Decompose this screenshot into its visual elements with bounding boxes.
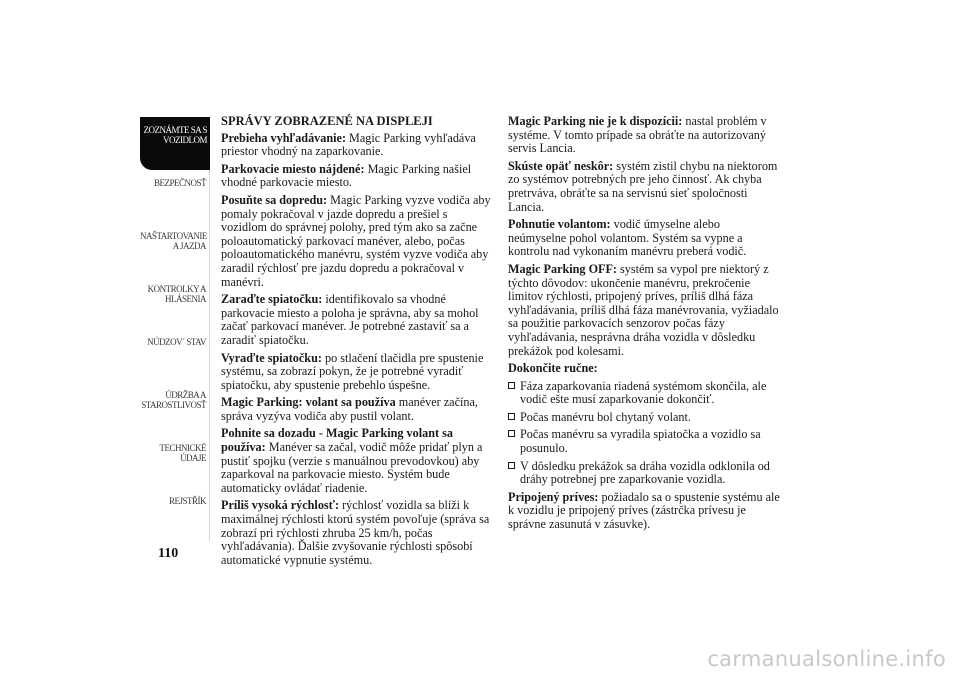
tab-label-line2: A JAZDA [172,241,206,251]
tab-nudzovy-stav[interactable] [140,329,210,382]
message-dokoncite-rucne: Dokončite ručne: [508,361,598,376]
chapter-sidebar [140,117,210,541]
checkbox-square-icon [508,413,515,420]
message-magic-parking-off: Magic Parking OFF: systém sa vypol pre niektorý z týchto dôvodov: ukončenie manévru, prekročenie limitov rýchlosti, pripojený príves, príliš dlhá fáza vyhľadávania, príliš dlhá fáza manévrovania, vyžiadalo sa použitie parkovacích senzorov počas fázy vyhľadávania, nesprávna dráha vozidla v dôsledku prekážok pod kolesami. [508,261,779,358]
tab-label-line2: ÚDAJE [180,453,206,463]
list-item: Počas manévru bol chytaný volant. [508,411,780,425]
tab-label-line2: STAROSTLIVOSŤ [141,400,206,410]
message-volant-sa-pouziva: Magic Parking: volant sa používa manéver začína, správa vyzýva vodiča aby pustil volant. [221,395,478,423]
right-column [508,115,780,536]
tab-bezpecnost[interactable] [140,170,210,223]
message-skuste-opat-neskor: Skúste opäť neskôr: systém zistil chybu na niektorom zo systémov potrebných pre jeho činnosť. Ak chyba pretrváva, obráťte sa na servisnú sieť spoločnosti Lancia. [508,158,778,214]
tab-label-line1: KONTROLKY A [147,284,206,294]
checkbox-square-icon [508,382,515,389]
tab-label-line1: NAŠTARTOVANIE [140,231,207,241]
tab-label-line1: TECHNICKÉ [159,443,206,453]
message-zaradte-spiatocku: Zaraďte spiatočku: identifikovalo sa vhodné parkovacie miesto a poloha je správna, aby sa mohol začať parkovací manéver. Je potrebné zastaviť sa a zaradiť spiatočku. [221,292,479,347]
message-pripojeny-prives: Pripojený príves: požiadalo sa o spustenie systému ale k vozidlu je pripojený príves (zástrčka prívesu je správne zasunutá v zásuvke). [508,489,780,532]
tab-label-line2: HLÁSENIA [165,294,206,304]
message-vyradte-spiatocku: Vyraďte spiatočku: po stlačení tlačidla pre spustenie systému, sa zobrazí pokyn, že je potrebné vyradiť spiatočku, aby spustenie prebehlo úspešne. [221,350,484,392]
tab-label-line1: NÚDZOV´ STAV [147,337,206,347]
tab-udrzba-a-starostlivost[interactable] [140,382,210,435]
tab-nastartovanie-a-jazda[interactable] [140,223,210,276]
checkbox-square-icon [508,462,515,469]
message-nie-je-k-dispozicii: Magic Parking nie je k dispozícii: nastal problém v systéme. V tomto prípade sa obráťte na autorizovaný servis Lancia. [508,114,767,156]
message-parkovacie-miesto-najdene: Parkovacie miesto nájdené: Magic Parking našiel vhodné parkovacie miesto. [221,161,472,190]
tab-kontrolky-a-hlasenia[interactable] [140,276,210,329]
message-prebieha-vyhladavanie: Prebieha vyhľadávanie: Magic Parking vyhľadáva priestor vhodný na zaparkovanie. [221,130,476,159]
list-item: Počas manévru sa vyradila spiatočka a vozidlo sa posunulo. [508,428,780,455]
tab-label-line1: REJSTŘÍK [168,496,206,506]
tab-label-line1: ÚDRŽBA A [165,390,206,400]
tab-label-line2: VOZIDLOM [163,135,207,145]
tab-label-line1: ZOZNÁMTE SA S [143,125,207,135]
page-number: 110 [158,546,179,561]
message-prilis-vysoka-rychlost: Príliš vysoká rýchlosť: rýchlosť vozidla sa blíži k maximálnej rýchlosti ktorú systém povoľuje (správa sa zobrazí pri rýchlosti zhruba 25 km/h, počas vyhľadávania). Ďalšie zvyšovanie rýchlosti spôsobí automatické vypnutie systému. [221,498,490,567]
message-posunte-sa-dopredu: Posuňte sa dopredu: Magic Parking vyzve vodiča aby pomaly pokračoval v jazde dopredu a prešiel s vozidlom do správnej polohy, pred tým ako sa začne poloautomatický parkovací manéver, alebo, počas poloautomatického manévru, systém vyzve vodiča aby zaradil rýchlosť pre jazdu dopredu a pokračoval v manévri. [221,192,491,289]
tab-zoznamte-sa-s-vozidlom[interactable] [140,117,210,170]
list-item: V dôsledku prekážok sa dráha vozidla odklonila od dráhy potrebnej pre zaparkovanie vozidla. [508,460,780,487]
checkbox-square-icon [508,430,515,437]
list-item: Fáza zaparkovania riadená systémom skončila, ale vodič ešte musí zaparkovanie dokončiť. [508,380,780,407]
tab-rejstrik[interactable] [140,488,210,541]
message-pohnutie-volantom: Pohnutie volantom: vodič úmyselne alebo neúmyselne pohol volantom. Systém sa vypne a kontrolu nad vykonaním manévru preberá vodič. [508,217,747,259]
section-heading: SPRÁVY ZOBRAZENÉ NA DISPLEJI [221,114,433,128]
watermark: carmanualsonline.info [707,647,946,671]
message-pohnite-sa-dozadu: Pohnite sa dozadu - Magic Parking volant sa používa: Manéver sa začal, vodič môže pridať plyn a pustiť spojku (verzie s manuálnou prevodovkou) aby zaparkoval na parkovacie miesto. Systém bude automaticky ovládať riadenie. [221,426,483,495]
tab-technicke-udaje[interactable] [140,435,210,488]
tab-label-line1: BEZPEČNOSŤ [153,178,206,188]
left-column [221,115,493,571]
